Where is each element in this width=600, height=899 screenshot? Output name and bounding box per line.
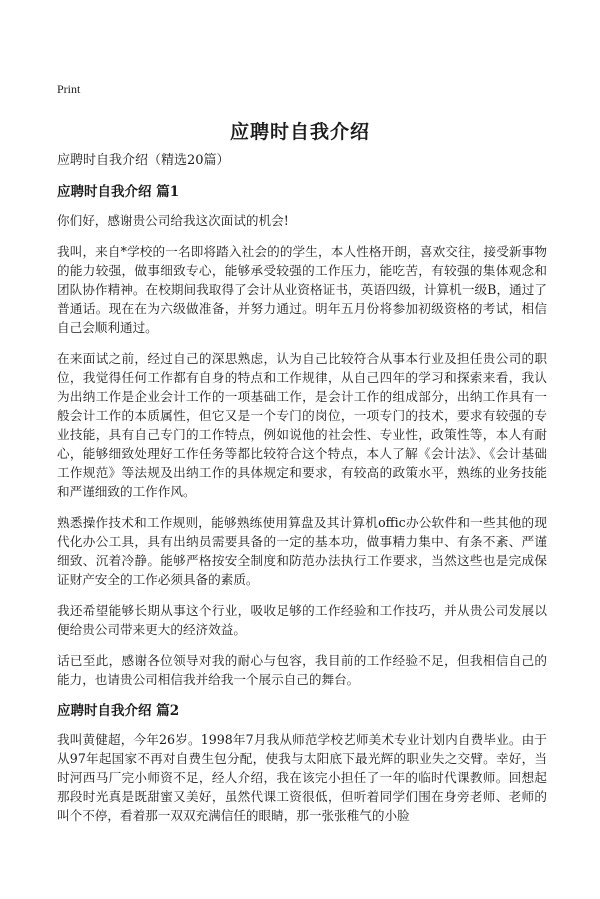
section-heading-2: 应聘时自我介绍 篇2 (57, 703, 180, 719)
page-title: 应聘时自我介绍 (229, 121, 370, 143)
paragraph: 熟悉操作技术和工作规则，能够熟练使用算盘及其计算机offic办公软件和一些其他的现代化办公工具，具有出纳员需要具备的一定的基本功，做事精力集中、有条不紊、严谨细致、沉着冷静。能够严格按安全制度和防范办法执行工作要求，当然这些也是完成保证财产安全的工作必须具备的素质。 (57, 515, 547, 587)
paragraph: 我叫黄健超，今年26岁。1998年7月我从师范学校艺师美术专业计划内自费毕业。由于从97年起国家不再对自费生包分配，使我与太阳底下最光辉的职业失之交臂。幸好，当时河西马厂完小师资不足，经人介绍，我在该完小担任了一年的临时代课教师。回想起那段时光真是既甜蜜又美好，虽然代课工资很低，但听着同学们围在身旁老师、老师的叫个不停，看着那一双双充满信任的眼睛，那一张张稚气的小脸 (57, 732, 547, 823)
section-heading-1: 应聘时自我介绍 篇1 (57, 184, 180, 200)
paragraph: 我还希望能够长期从事这个行业，吸收足够的工作经验和工作技巧，并从贵公司发展以便给贵公司带来更大的经济效益。 (57, 603, 547, 637)
paragraph: 你们好，感谢贵公司给我这次面试的机会! (57, 213, 289, 228)
article-body (57, 152, 547, 825)
article-subtitle: 应聘时自我介绍（精选20篇） (57, 153, 230, 168)
paragraph: 话已至此，感谢各位领导对我的耐心与包容，我目前的工作经验不足，但我相信自己的能力，也请贵公司相信我并给我一个展示自己的舞台。 (57, 653, 547, 687)
paragraph: 在来面试之前，经过自己的深思熟虑，认为自己比较符合从事本行业及担任贵公司的职位，我觉得任何工作都有自身的特点和工作规律，从自己四年的学习和探索来看，我认为出纳工作是企业会计工作的一项基础工作，是会计工作的组成部分，出纳工作具有一般会计工作的本质属性，但它又是一个专门的岗位，一项专门的技术，要求有较强的专业技能，具有自己专门的工作特点，例如说他的社会性、专业性，政策性等，本人有耐心，能够细致处理好工作任务等都比较符合这个特点，本人了解《会计法》、《会计基础工作规范》等法规及出纳工作的具体规定和要求，有较高的政策水平，熟练的业务技能和严谨细致的工作作风。 (57, 351, 547, 499)
paragraph: 我叫，来自*学校的一名即将踏入社会的的学生，本人性格开朗，喜欢交往，接受新事物的能力较强，做事细致专心，能够承受较强的工作压力，能吃苦，有较强的集体观念和团队协作精神。在校期间我取得了会计从业资格证书，英语四级，计算机一级B，通过了普通话。现在在为六级做准备，并努力通过。明年五月份将参加初级资格的考试，相信自己会顺利通过。 (57, 244, 547, 335)
print-label: Print (57, 82, 81, 96)
